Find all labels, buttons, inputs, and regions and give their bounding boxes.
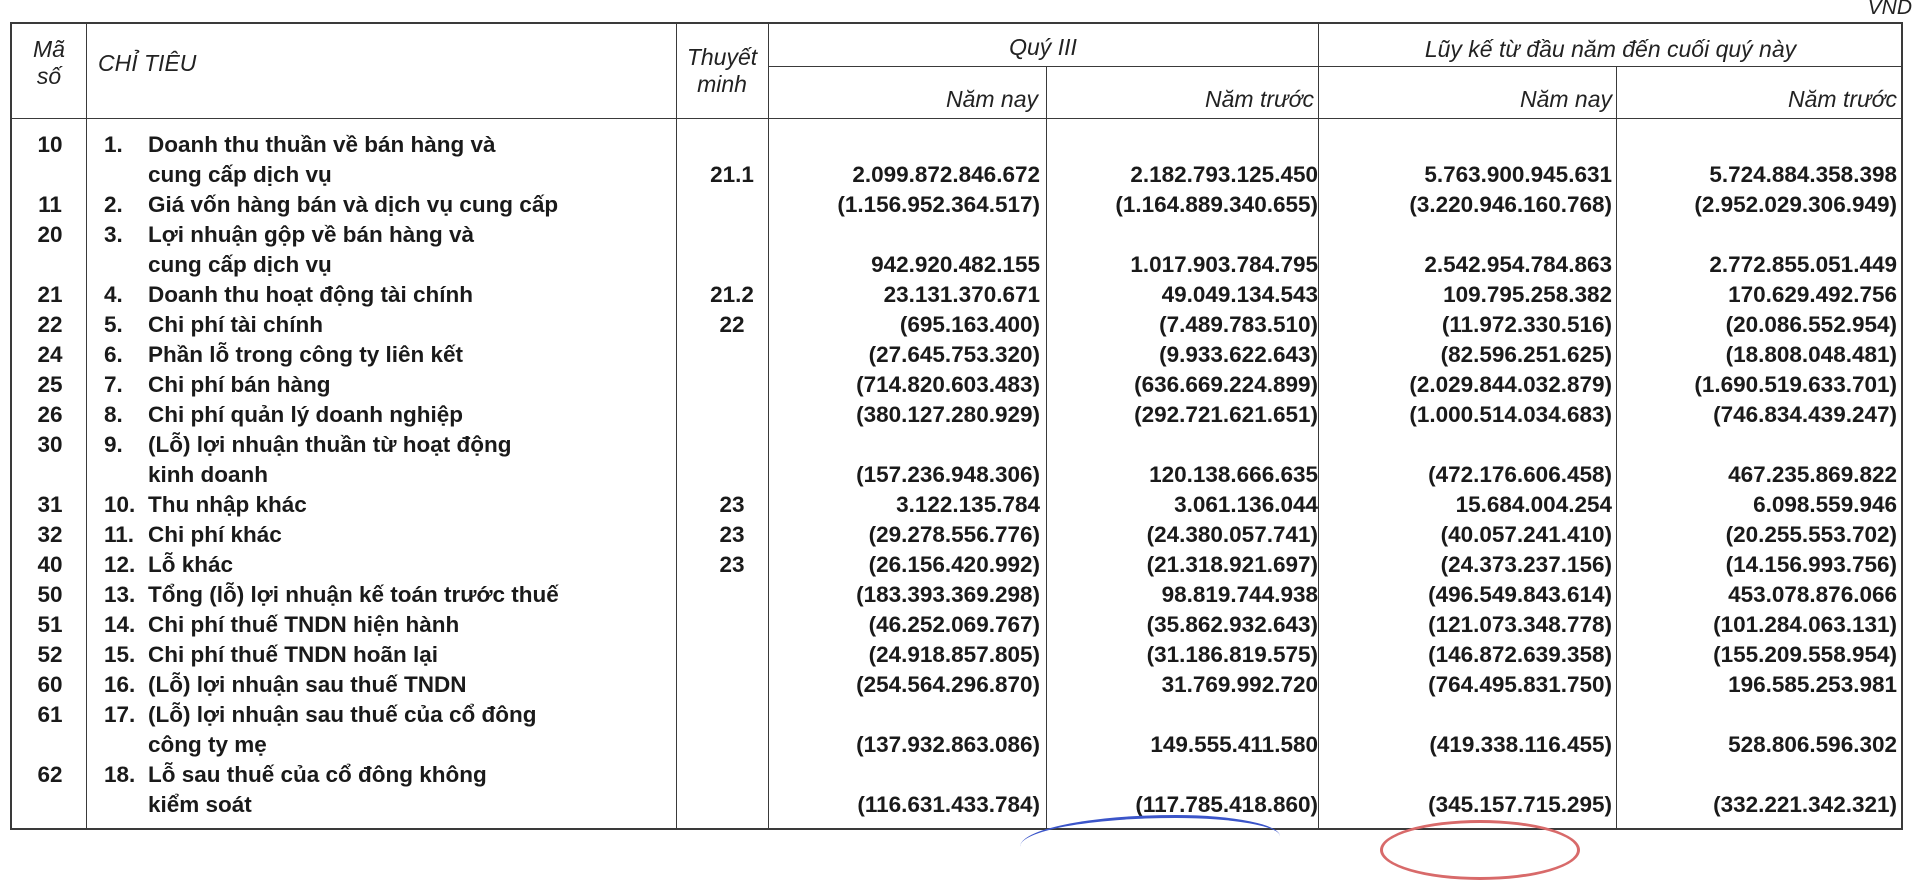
row-ytd-this-year: 2.542.954.784.863 [1424, 252, 1612, 277]
row-note: 21.2 [710, 282, 754, 307]
row-note: 23 [719, 552, 745, 577]
row-q3-this-year: 2.099.872.846.672 [852, 162, 1040, 187]
row-code: 51 [37, 612, 63, 637]
row-ytd-last-year: 5.724.884.358.398 [1709, 162, 1897, 187]
row-code: 25 [37, 372, 63, 397]
row-number: 16. [104, 672, 136, 697]
row-code: 26 [37, 402, 63, 427]
row-label-continued: kiểm soát [148, 792, 252, 817]
col-divider-item [676, 24, 677, 828]
row-q3-this-year: (157.236.948.306) [856, 462, 1040, 487]
row-number: 15. [104, 642, 136, 667]
row-ytd-last-year: (155.209.558.954) [1713, 642, 1897, 667]
income-statement-table [10, 22, 1903, 830]
header-bottom-border [12, 118, 1901, 119]
col-divider-group [1318, 24, 1319, 828]
col-divider-code [86, 24, 87, 828]
row-note: 23 [719, 492, 745, 517]
row-ytd-this-year: (2.029.844.032.879) [1409, 372, 1612, 397]
row-ytd-last-year: (101.284.063.131) [1713, 612, 1897, 637]
row-q3-last-year: (21.318.921.697) [1146, 552, 1318, 577]
row-label: Lợi nhuận gộp về bán hàng và [148, 222, 475, 247]
row-ytd-last-year: (14.156.993.756) [1725, 552, 1897, 577]
row-code: 52 [37, 642, 63, 667]
row-number: 14. [104, 612, 136, 637]
row-label: Chi phí thuế TNDN hiện hành [148, 612, 460, 637]
row-label-continued: cung cấp dịch vụ [148, 252, 332, 277]
row-code: 32 [37, 522, 63, 547]
row-number: 1. [104, 132, 123, 157]
row-q3-this-year: (1.156.952.364.517) [837, 192, 1040, 217]
row-q3-this-year: 3.122.135.784 [896, 492, 1040, 517]
row-number: 6. [104, 342, 123, 367]
row-number: 9. [104, 432, 123, 457]
row-ytd-this-year: (496.549.843.614) [1428, 582, 1612, 607]
row-q3-last-year: 3.061.136.044 [1174, 492, 1318, 517]
row-q3-this-year: (29.278.556.776) [868, 522, 1040, 547]
row-number: 13. [104, 582, 136, 607]
row-ytd-this-year: 109.795.258.382 [1443, 282, 1612, 307]
row-code: 11 [38, 192, 62, 217]
row-label-continued: kinh doanh [148, 462, 268, 487]
company-seal [1380, 820, 1580, 880]
row-label: Lỗ sau thuế của cổ đông không [148, 762, 487, 787]
row-label: Chi phí quản lý doanh nghiệp [148, 402, 463, 427]
row-number: 10. [104, 492, 136, 517]
row-q3-this-year: (183.393.369.298) [856, 582, 1040, 607]
row-q3-this-year: (116.631.433.784) [857, 792, 1040, 817]
row-q3-last-year: (35.862.932.643) [1146, 612, 1318, 637]
row-label: Tổng (lỗ) lợi nhuận kế toán trước thuế [148, 582, 559, 607]
row-label-continued: cung cấp dịch vụ [148, 162, 332, 187]
row-number: 18. [104, 762, 136, 787]
row-q3-last-year: 31.769.992.720 [1161, 672, 1318, 697]
row-label: (Lỗ) lợi nhuận thuần từ hoạt động [148, 432, 512, 457]
row-note: 23 [719, 522, 745, 547]
row-code: 24 [37, 342, 63, 367]
row-label: Chi phí bán hàng [148, 372, 331, 397]
row-ytd-this-year: (121.073.348.778) [1428, 612, 1612, 637]
row-ytd-this-year: (3.220.946.160.768) [1409, 192, 1612, 217]
row-ytd-this-year: (1.000.514.034.683) [1409, 402, 1612, 427]
row-q3-last-year: (24.380.057.741) [1146, 522, 1318, 547]
row-label: (Lỗ) lợi nhuận sau thuế của cổ đông [148, 702, 537, 727]
row-code: 20 [37, 222, 63, 247]
row-ytd-this-year: (419.338.116.455) [1429, 732, 1612, 757]
row-ytd-last-year: 528.806.596.302 [1728, 732, 1897, 757]
row-ytd-last-year: 2.772.855.051.449 [1709, 252, 1897, 277]
row-label: Chi phí thuế TNDN hoãn lại [148, 642, 438, 667]
header-year-to-date: Lũy kế từ đầu năm đến cuối quý này [1424, 36, 1797, 62]
row-code: 10 [37, 132, 63, 157]
row-number: 5. [104, 312, 123, 337]
row-code: 61 [37, 702, 63, 727]
row-ytd-this-year: (146.872.639.358) [1428, 642, 1612, 667]
currency-label: VND [1867, 0, 1912, 19]
row-q3-this-year: (254.564.296.870) [856, 672, 1040, 697]
row-label: Giá vốn hàng bán và dịch vụ cung cấp [148, 192, 559, 217]
row-number: 8. [104, 402, 123, 427]
header-q3-last-year: Năm trước [1205, 86, 1314, 112]
row-ytd-last-year: (20.255.553.702) [1725, 522, 1897, 547]
row-code: 50 [37, 582, 63, 607]
row-ytd-this-year: 15.684.004.254 [1455, 492, 1612, 517]
row-number: 11. [104, 522, 135, 547]
row-ytd-last-year: (1.690.519.633.701) [1694, 372, 1897, 397]
row-number: 12. [104, 552, 136, 577]
row-q3-last-year: (636.669.224.899) [1134, 372, 1318, 397]
row-ytd-this-year: (472.176.606.458) [1428, 462, 1612, 487]
row-q3-this-year: (695.163.400) [899, 312, 1040, 337]
row-code: 22 [37, 312, 63, 337]
row-q3-this-year: (24.918.857.805) [868, 642, 1040, 667]
row-q3-this-year: (380.127.280.929) [856, 402, 1040, 427]
row-code: 62 [37, 762, 63, 787]
row-ytd-last-year: 6.098.559.946 [1753, 492, 1897, 517]
row-ytd-last-year: (332.221.342.321) [1713, 792, 1897, 817]
row-code: 31 [37, 492, 63, 517]
row-ytd-this-year: (345.157.715.295) [1428, 792, 1612, 817]
row-q3-last-year: 98.819.744.938 [1161, 582, 1318, 607]
group-header-divider [768, 66, 1901, 67]
row-q3-last-year: 1.017.903.784.795 [1130, 252, 1318, 277]
row-number: 17. [104, 702, 136, 727]
row-note: 21.1 [710, 162, 754, 187]
row-q3-last-year: (9.933.622.643) [1159, 342, 1318, 367]
row-number: 4. [104, 282, 123, 307]
row-number: 2. [104, 192, 123, 217]
header-code: Mã số [33, 36, 65, 89]
row-q3-last-year: 2.182.793.125.450 [1130, 162, 1318, 187]
row-label: Doanh thu thuần về bán hàng và [148, 132, 496, 157]
row-ytd-last-year: 453.078.876.066 [1728, 582, 1897, 607]
header-ytd-last-year: Năm trước [1788, 86, 1897, 112]
header-q3-this-year: Năm nay [945, 86, 1038, 112]
row-label-continued: công ty mẹ [148, 732, 267, 757]
row-label: Lỗ khác [148, 552, 234, 577]
row-label: Doanh thu hoạt động tài chính [148, 282, 473, 307]
row-ytd-last-year: (746.834.439.247) [1713, 402, 1897, 427]
header-note: Thuyết minh [686, 44, 758, 97]
row-label: Chi phí khác [148, 522, 282, 547]
row-ytd-this-year: 5.763.900.945.631 [1424, 162, 1612, 187]
row-ytd-last-year: (18.808.048.481) [1725, 342, 1897, 367]
header-item: CHỈ TIÊU [98, 50, 197, 76]
row-q3-last-year: (117.785.418.860) [1135, 792, 1318, 817]
row-ytd-last-year: (2.952.029.306.949) [1694, 192, 1897, 217]
row-code: 30 [37, 432, 63, 457]
row-q3-last-year: (31.186.819.575) [1146, 642, 1318, 667]
row-ytd-this-year: (764.495.831.750) [1428, 672, 1612, 697]
row-ytd-this-year: (40.057.241.410) [1440, 522, 1612, 547]
row-ytd-last-year: 196.585.253.981 [1728, 672, 1897, 697]
row-number: 3. [104, 222, 123, 247]
row-note: 22 [719, 312, 745, 337]
row-code: 21 [37, 282, 63, 307]
row-ytd-last-year: (20.086.552.954) [1725, 312, 1897, 337]
row-ytd-this-year: (24.373.237.156) [1440, 552, 1612, 577]
row-q3-last-year: (7.489.783.510) [1159, 312, 1318, 337]
row-number: 7. [104, 372, 123, 397]
row-q3-this-year: 942.920.482.155 [871, 252, 1040, 277]
row-q3-last-year: (1.164.889.340.655) [1115, 192, 1318, 217]
row-ytd-this-year: (11.972.330.516) [1441, 312, 1612, 337]
row-q3-this-year: (714.820.603.483) [856, 372, 1040, 397]
row-label: Chi phí tài chính [148, 312, 323, 337]
row-code: 40 [37, 552, 63, 577]
row-label: (Lỗ) lợi nhuận sau thuế TNDN [148, 672, 467, 697]
col-divider-note [768, 24, 769, 828]
row-ytd-last-year: 170.629.492.756 [1728, 282, 1897, 307]
row-ytd-this-year: (82.596.251.625) [1440, 342, 1612, 367]
row-q3-this-year: (137.932.863.086) [856, 732, 1040, 757]
row-ytd-last-year: 467.235.869.822 [1728, 462, 1897, 487]
row-q3-this-year: 23.131.370.671 [883, 282, 1040, 307]
row-code: 60 [37, 672, 63, 697]
header-ytd-this-year: Năm nay [1519, 86, 1612, 112]
row-label: Phần lỗ trong công ty liên kết [148, 342, 464, 367]
row-q3-this-year: (46.252.069.767) [868, 612, 1040, 637]
row-q3-last-year: 49.049.134.543 [1161, 282, 1318, 307]
row-q3-this-year: (27.645.753.320) [868, 342, 1040, 367]
row-q3-last-year: 149.555.411.580 [1150, 732, 1318, 757]
row-label: Thu nhập khác [148, 492, 307, 517]
row-q3-last-year: 120.138.666.635 [1149, 462, 1318, 487]
header-quarter-iii: Quý III [1009, 34, 1077, 60]
row-q3-last-year: (292.721.621.651) [1134, 402, 1318, 427]
row-q3-this-year: (26.156.420.992) [868, 552, 1040, 577]
